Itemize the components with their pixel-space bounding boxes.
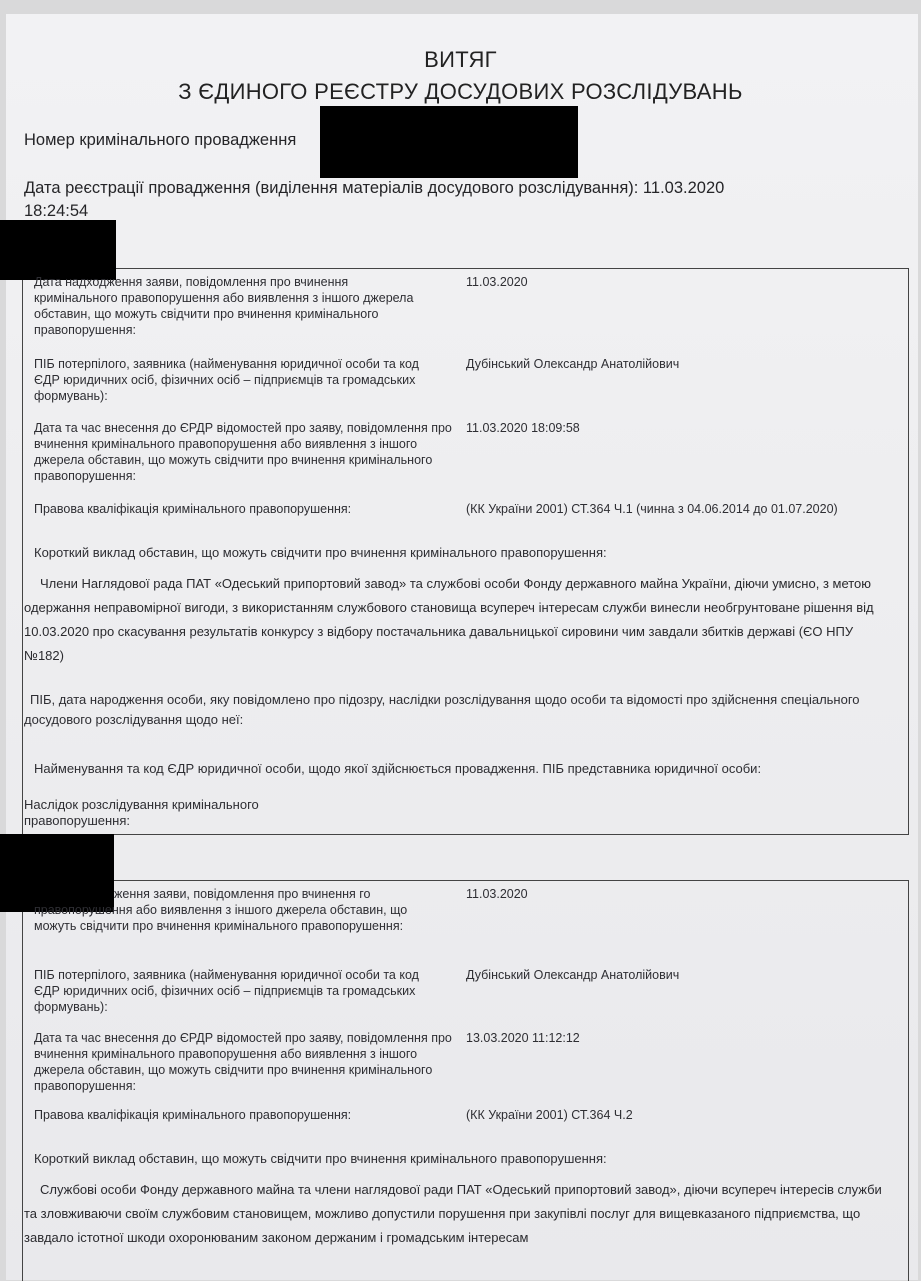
victim-value: Дубінський Олександр Анатолійович xyxy=(466,968,680,982)
entry-date-value: 13.03.2020 11:12:12 xyxy=(466,1031,580,1045)
receipt-date-value: 11.03.2020 xyxy=(466,275,528,289)
victim-label: ПІБ потерпілого, заявника (найменування юридичної особи та код ЄДР юридичних осіб, фізичних осіб – підприємців та громадських формувань): xyxy=(34,357,419,403)
investigation-result-label: Наслідок розслідування кримінального правопорушення: xyxy=(24,797,259,828)
victim-label: ПІБ потерпілого, заявника (найменування юридичної особи та код ЄДР юридичних осіб, фізичних осіб – підприємців та громадських формувань): xyxy=(34,968,419,1014)
redaction-box xyxy=(0,220,116,280)
document-title: ВИТЯГ xyxy=(424,47,497,72)
summary-label: Короткий виклад обставин, що можуть свідчити про вчинення кримінального правопорушення: xyxy=(34,545,607,560)
legal-entity-label: Найменування та код ЄДР юридичної особи, щодо якої здійснюється провадження. ПІБ представника юридичної особи: xyxy=(34,761,762,776)
entry-date-value: 11.03.2020 18:09:58 xyxy=(466,421,580,435)
victim-value: Дубінський Олександр Анатолійович xyxy=(466,357,680,371)
registration-time: 18:24:54 xyxy=(24,202,89,220)
qualification-value: (КК України 2001) СТ.364 Ч.1 (чинна з 04.06.2014 до 01.07.2020) xyxy=(466,502,838,516)
suspect-label: ПІБ, дата народження особи, яку повідомлено про підозру, наслідки розслідування щодо особи та відомості про здійснення спеціального досудового розслідування щодо неї: xyxy=(24,692,860,727)
summary-text: Члени Наглядової рада ПАТ «Одеський припортовий завод» та службові особи Фонду державного майна України, діючи умисно, з метою одержання неправомірної вигоди, з використанням службового становища всупереч інтересам служби винесли необгрунтоване рішення від 10.03.2020 про скасування результатів конкурсу з відбору постачальника давальницької сировини чим завдали збитків державі (ЄО НПУ №182) xyxy=(24,576,874,663)
entry-date-label: Дата та час внесення до ЄРДР відомостей про заяву, повідомлення про вчинення кримінального правопорушення або виявлення з іншого джерела обставин, що можуть свідчити про вчинення кримінального правопорушення: xyxy=(34,1031,452,1093)
registration-date: Дата реєстрації провадження (виділення матеріалів досудового розслідування): 11.03.2020 xyxy=(24,179,725,197)
qualification-value: (КК України 2001) СТ.364 Ч.2 xyxy=(466,1108,633,1122)
case-number-label: Номер кримінального провадження xyxy=(24,131,297,149)
entry-date-label: Дата та час внесення до ЄРДР відомостей про заяву, повідомлення про вчинення кримінального правопорушення або виявлення з іншого джерела обставин, що можуть свідчити про вчинення кримінального правопорушення: xyxy=(34,421,452,483)
qualification-label: Правова кваліфікація кримінального правопорушення: xyxy=(34,1108,352,1122)
document-subtitle: З ЄДИНОГО РЕЄСТРУ ДОСУДОВИХ РОЗСЛІДУВАНЬ xyxy=(178,79,743,104)
receipt-date-value: 11.03.2020 xyxy=(466,887,528,901)
summary-label: Короткий виклад обставин, що можуть свідчити про вчинення кримінального правопорушення: xyxy=(34,1151,607,1166)
receipt-date-label: ження заяви, повідомлення про вчинення го правопорушення або виявлення з іншого джерела обставин, що можуть свідчити про вчинення кримінального правопорушення: xyxy=(34,887,408,933)
qualification-label: Правова кваліфікація кримінального правопорушення: xyxy=(34,502,352,516)
receipt-date-label: Дата надходження заяви, повідомлення про вчинення кримінального правопорушення або виявлення з іншого джерела обставин, що можуть свідчити про вчинення кримінального правопорушення: xyxy=(34,275,414,337)
summary-text: Службові особи Фонду державного майна та члени наглядової ради ПАТ «Одеський припортовий завод», діючи всупереч інтересів служби та зловживаючи своїм службовим становищем, можливо допустили порушення при закупівлі послуг для вищевказаного підприємства, що завдало істотної шкоди охоронюваним законом держаним і громадським інтересам xyxy=(24,1182,882,1245)
redaction-box xyxy=(320,106,578,178)
